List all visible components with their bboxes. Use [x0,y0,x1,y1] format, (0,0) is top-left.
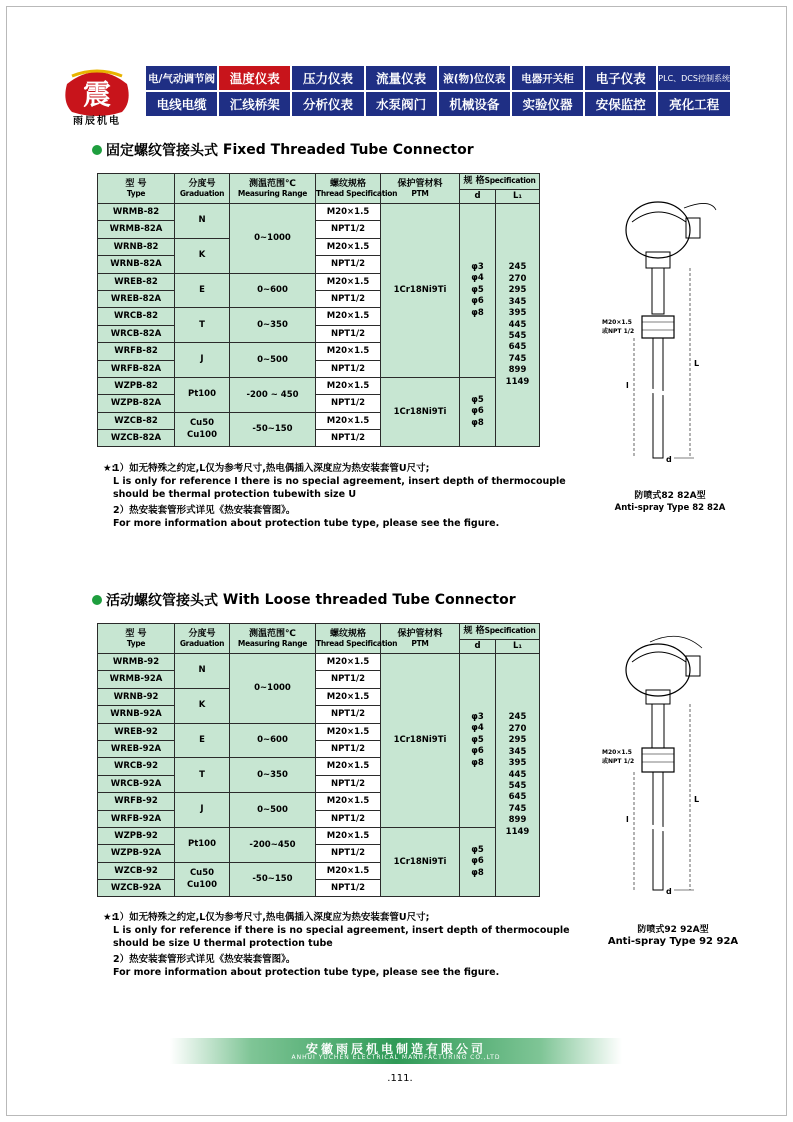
note-star-icon: ★: [103,912,116,923]
cell-thread: M20×1.5 [316,377,381,394]
brand-name: 雨辰机电 [73,116,121,127]
cell-type: WZPB-82 [98,377,175,394]
nav-machinery[interactable]: 机械设备 [439,92,510,116]
nav-temperature[interactable]: 温度仪表 [219,66,290,90]
nav-trays[interactable]: 汇线桥架 [219,92,290,116]
logo-char: 震 [82,78,112,111]
note1-cn: 1）如无特殊之约定,L仅为参考尺寸,热电偶插入深度应为热安装套管U尺寸; [113,463,430,474]
category-nav [146,66,730,116]
cell-type: WZPB-82A [98,395,175,412]
header-spec: 规 格Specification [460,174,540,190]
drawing-92 [590,630,740,910]
header-graduation: 分度号 Graduation [175,624,230,654]
nav-valves[interactable]: 电/气动调节阀 [146,66,217,90]
section1-title-cn: 固定螺纹管接头式 [106,143,218,159]
spec-table-82 [97,173,540,447]
cell-thread: NPT1/2 [316,810,381,827]
label-thread2: 或NPT 1/2 [602,758,635,765]
cell-range: 0~1000 [230,204,316,274]
cell-thread: M20×1.5 [316,688,381,705]
nav-analysis[interactable]: 分析仪表 [292,92,363,116]
cell-graduation: Cu50 Cu100 [175,412,230,447]
note1-en: L is only for reference I there is no special agreement, insert depth of thermocouple should be thermal protection tubewith size U [113,475,566,500]
note1-en: L is only for reference if there is no special agreement, insert depth of thermocouple should be size U thermal protection tube [113,924,570,949]
cell-graduation: N [175,654,230,689]
cell-range: 0~350 [230,308,316,343]
section2-title-cn: 活动螺纹管接头式 [106,593,218,609]
cell-l1: 245 270 295 345 395 445 545 645 745 899 1149 [496,204,540,447]
label-thread1: M20×1.5 [602,749,632,756]
cell-ptm: 1Cr18Ni9Ti [381,827,460,897]
cell-range: -50~150 [230,862,316,897]
cell-graduation: Cu50 Cu100 [175,862,230,897]
nav-pumps[interactable]: 水泵阀门 [366,92,437,116]
header-range: 测温范围℃ Measuring Range [230,624,316,654]
bullet-icon [92,145,102,155]
cell-d: φ5 φ6 φ8 [460,827,496,897]
label-L: L [694,795,700,804]
cell-type: WRFB-82 [98,343,175,360]
header-ptm: 保护管材料 PTM [381,174,460,204]
caption-82-en: Anti-spray Type 82 82A [614,503,726,513]
cell-thread: M20×1.5 [316,308,381,325]
section2-notes [103,912,613,980]
nav-cables[interactable]: 电线电缆 [146,92,217,116]
cell-thread: M20×1.5 [316,793,381,810]
cell-graduation: K [175,238,230,273]
cell-ptm: 1Cr18Ni9Ti [381,654,460,828]
cell-type: WZPB-92 [98,827,175,844]
cell-thread: NPT1/2 [316,325,381,342]
cell-thread: NPT1/2 [316,360,381,377]
cell-type: WRFB-92A [98,810,175,827]
cell-type: WRNB-82A [98,256,175,273]
cell-type: WRMB-92 [98,654,175,671]
cell-type: WRNB-82 [98,238,175,255]
cell-thread: NPT1/2 [316,290,381,307]
caption-82-cn: 防喷式82 82A型 [634,491,706,501]
cell-thread: NPT1/2 [316,845,381,862]
cell-type: WRMB-92A [98,671,175,688]
cell-graduation: N [175,204,230,239]
header-l1: L₁ [496,190,540,204]
cell-graduation: J [175,793,230,828]
cell-range: 0~1000 [230,654,316,724]
table-row [98,827,540,844]
cell-type: WRCB-82 [98,308,175,325]
caption-92-cn: 防喷式92 92A型 [637,925,709,935]
cell-thread: NPT1/2 [316,430,381,447]
nav-lighting[interactable]: 亮化工程 [658,92,730,116]
cell-type: WRCB-82A [98,325,175,342]
header-d: d [460,190,496,204]
note1-cn: 1）如无特殊之约定,L仅为参考尺寸,热电偶插入深度应为热安装套管U尺寸; [113,912,430,923]
cell-type: WZCB-92A [98,880,175,897]
note2-en: For more information about protection tube type, please see the figure. [113,966,500,978]
cell-type: WZPB-92A [98,845,175,862]
cell-thread: NPT1/2 [316,775,381,792]
cell-graduation: E [175,273,230,308]
nav-level[interactable]: 液(物)位仪表 [439,66,510,90]
table-row [98,377,540,394]
cell-range: -50~150 [230,412,316,447]
cell-ptm: 1Cr18Ni9Ti [381,204,460,378]
cell-thread: M20×1.5 [316,412,381,429]
cell-graduation: J [175,343,230,378]
cell-graduation: Pt100 [175,377,230,412]
cell-range: 0~500 [230,793,316,828]
cell-thread: M20×1.5 [316,862,381,879]
cell-thread: NPT1/2 [316,671,381,688]
cell-graduation: T [175,758,230,793]
drawing-82 [590,190,740,480]
cell-thread: M20×1.5 [316,827,381,844]
cell-range: 0~500 [230,343,316,378]
bullet-icon [92,595,102,605]
note2-en: For more information about protection tube type, please see the figure. [113,517,500,529]
nav-plc[interactable]: PLC、DCS控制系统 [658,66,730,90]
cell-type: WZCB-82A [98,430,175,447]
cell-thread: NPT1/2 [316,221,381,238]
cell-thread: M20×1.5 [316,758,381,775]
section2-title [92,590,516,610]
cell-d: φ3 φ4 φ5 φ6 φ8 [460,204,496,378]
note2-cn: 2）热安装套管形式详见《热安装套管图》。 [113,953,296,965]
cell-type: WZCB-92 [98,862,175,879]
label-d: d [666,455,672,464]
cell-range: 0~350 [230,758,316,793]
nav-pressure[interactable]: 压力仪表 [292,66,363,90]
footer-company-cn: 安徽雨辰机电制造有限公司 [305,1042,486,1056]
cell-type: WRCB-92 [98,758,175,775]
cell-thread: NPT1/2 [316,740,381,757]
header-graduation: 分度号 Graduation [175,174,230,204]
nav-security[interactable]: 安保监控 [585,92,656,116]
header-spec: 规 格Specification [460,624,540,640]
spec-table-92 [97,623,540,897]
header-thread: 螺纹规格 Thread Specification [316,174,381,204]
cell-thread: M20×1.5 [316,273,381,290]
cell-thread: M20×1.5 [316,723,381,740]
cell-type: WREB-92 [98,723,175,740]
cell-range: -200 ~ 450 [230,377,316,412]
cell-thread: M20×1.5 [316,343,381,360]
cell-ptm: 1Cr18Ni9Ti [381,377,460,447]
section1-notes [103,463,613,531]
header-d: d [460,640,496,654]
note-star-icon: ★: [103,463,116,474]
cell-type: WRNB-92A [98,706,175,723]
header-ptm: 保护管材料 PTM [381,624,460,654]
page-number: .111. [387,1073,413,1084]
label-d: d [666,887,672,896]
cell-type: WRFB-92 [98,793,175,810]
label-thread1: M20×1.5 [602,319,632,326]
cell-type: WRNB-92 [98,688,175,705]
cell-type: WRFB-82A [98,360,175,377]
caption-92-en: Anti-spray Type 92 92A [607,936,739,947]
cell-l1: 245 270 295 345 395 445 545 645 745 899 1149 [496,654,540,897]
cell-thread: NPT1/2 [316,256,381,273]
cell-d: φ3 φ4 φ5 φ6 φ8 [460,654,496,828]
section1-title [92,140,474,160]
header-l1: L₁ [496,640,540,654]
cell-type: WREB-82 [98,273,175,290]
header-range: 测温范围℃ Measuring Range [230,174,316,204]
section2-title-en: With Loose threaded Tube Connector [222,592,516,608]
cell-thread: NPT1/2 [316,706,381,723]
cell-d: φ5 φ6 φ8 [460,377,496,447]
cell-type: WZCB-82 [98,412,175,429]
label-l: l [626,815,629,824]
label-l: l [626,381,629,390]
cell-type: WREB-92A [98,740,175,757]
cell-type: WRCB-92A [98,775,175,792]
cell-graduation: Pt100 [175,827,230,862]
nav-switchgear[interactable]: 电器开关柜 [512,66,583,90]
label-L: L [694,359,700,368]
cell-graduation: T [175,308,230,343]
footer-company-en: ANHUI YUCHEN ELECTRICAL MANUFACTURING CO.,LTD [291,1054,501,1061]
cell-thread: NPT1/2 [316,395,381,412]
cell-thread: M20×1.5 [316,654,381,671]
note2-cn: 2）热安装套管形式详见《热安装套管图》。 [113,504,296,516]
table-row [98,204,540,221]
cell-range: 0~600 [230,273,316,308]
cell-thread: NPT1/2 [316,880,381,897]
nav-electronic[interactable]: 电子仪表 [585,66,656,90]
cell-thread: M20×1.5 [316,204,381,221]
label-thread2: 或NPT 1/2 [602,328,635,335]
table-row [98,654,540,671]
cell-type: WRMB-82 [98,204,175,221]
header-type: 型 号 Type [98,174,175,204]
cell-graduation: E [175,723,230,758]
cell-range: -200~450 [230,827,316,862]
header-type: 型 号 Type [98,624,175,654]
cell-graduation: K [175,688,230,723]
cell-type: WRMB-82A [98,221,175,238]
cell-thread: M20×1.5 [316,238,381,255]
header-thread: 螺纹规格 Thread Specification [316,624,381,654]
nav-lab[interactable]: 实验仪器 [512,92,583,116]
cell-type: WREB-82A [98,290,175,307]
nav-flow[interactable]: 流量仪表 [366,66,437,90]
cell-range: 0~600 [230,723,316,758]
section1-title-en: Fixed Threaded Tube Connector [222,142,474,158]
